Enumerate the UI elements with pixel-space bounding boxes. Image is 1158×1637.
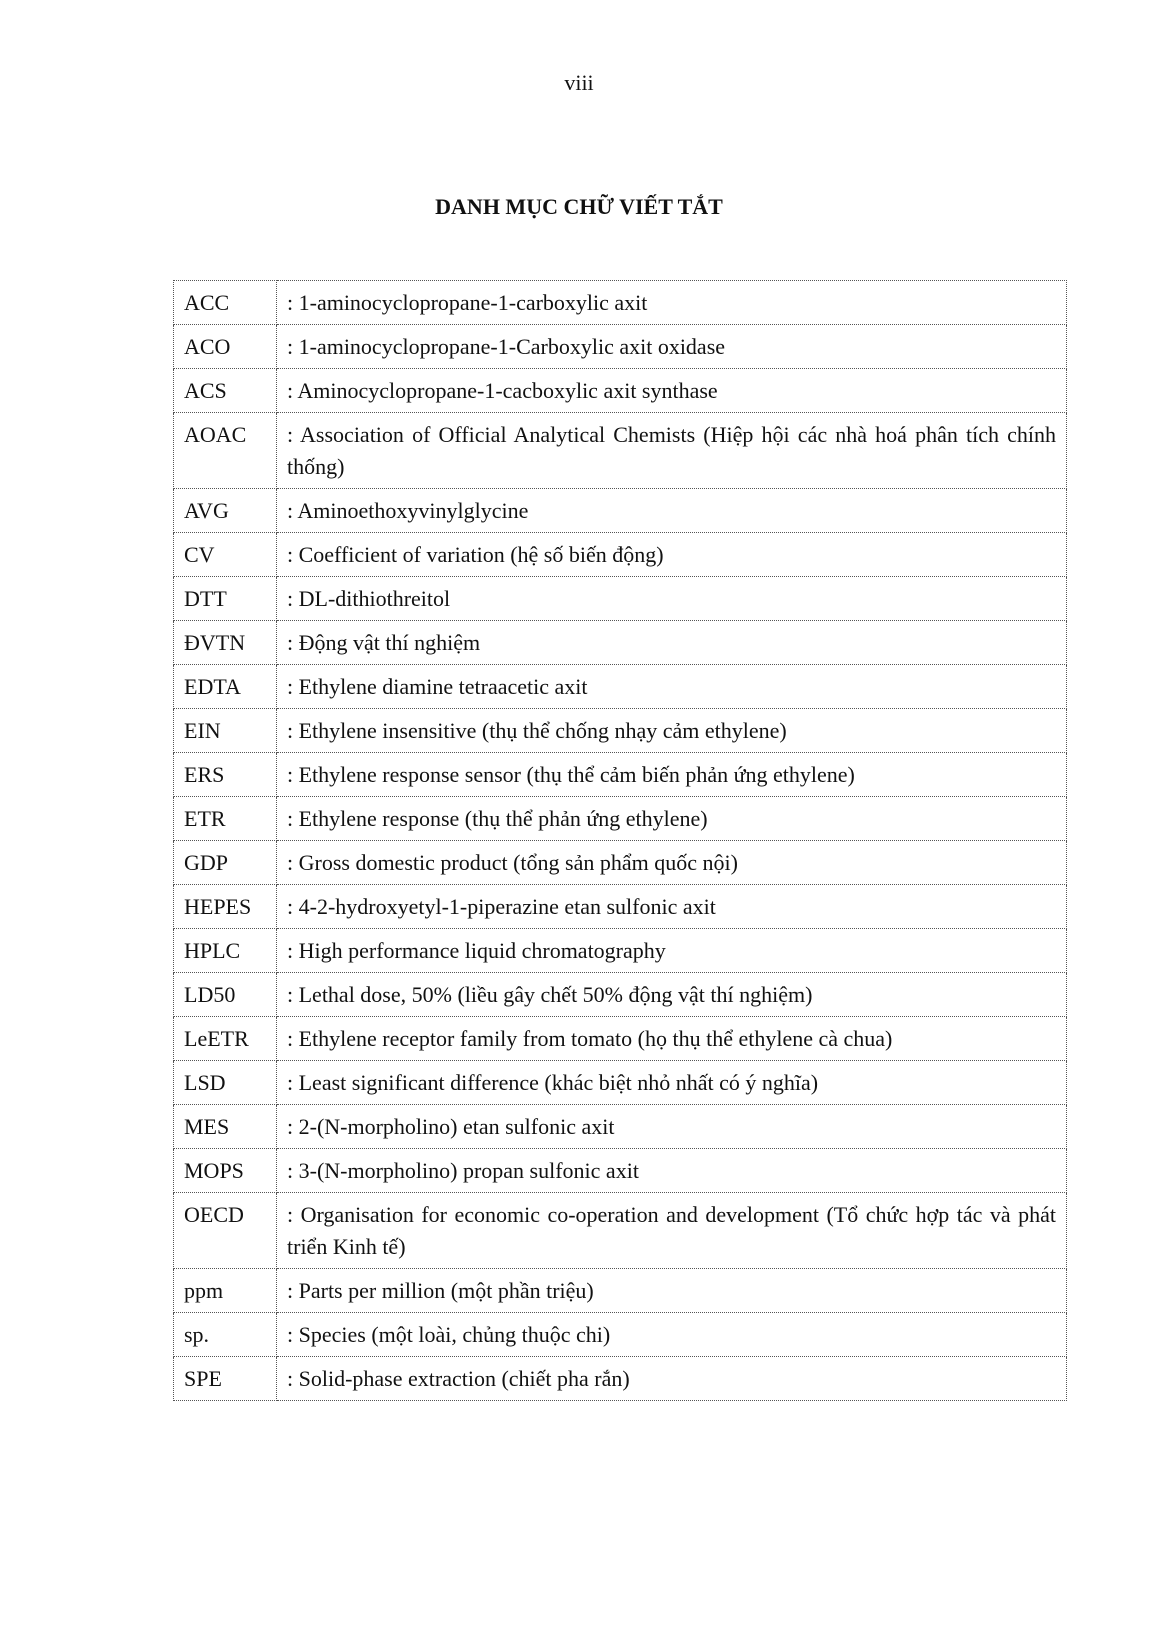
definition-cell: : Ethylene response sensor (thụ thể cảm biến phản ứng ethylene) (277, 753, 1067, 797)
table-row (174, 1105, 1067, 1149)
abbreviation-cell: LSD (174, 1061, 277, 1105)
definition-cell: : Ethylene diamine tetraacetic axit (277, 665, 1067, 709)
abbreviation-table (173, 280, 1067, 1401)
table-row (174, 281, 1067, 325)
definition-cell: : Gross domestic product (tổng sản phẩm quốc nội) (277, 841, 1067, 885)
definition-cell: : Ethylene receptor family from tomato (họ thụ thể ethylene cà chua) (277, 1017, 1067, 1061)
table-row (174, 533, 1067, 577)
table-row (174, 621, 1067, 665)
definition-cell: : Ethylene insensitive (thụ thể chống nhạy cảm ethylene) (277, 709, 1067, 753)
abbreviation-cell: HEPES (174, 885, 277, 929)
abbreviation-cell: EDTA (174, 665, 277, 709)
table-row (174, 885, 1067, 929)
abbreviation-cell: SPE (174, 1357, 277, 1401)
definition-cell: : Ethylene response (thụ thể phản ứng ethylene) (277, 797, 1067, 841)
abbreviation-cell: OECD (174, 1193, 277, 1269)
definition-cell: : Aminocyclopropane-1-cacboxylic axit synthase (277, 369, 1067, 413)
definition-cell: : Organisation for economic co-operation and development (Tổ chức hợp tác và phát triển Kinh tế) (277, 1193, 1067, 1269)
table-row (174, 973, 1067, 1017)
abbreviation-cell: LeETR (174, 1017, 277, 1061)
abbreviation-cell: ACO (174, 325, 277, 369)
table-row (174, 841, 1067, 885)
abbreviation-cell: AOAC (174, 413, 277, 489)
table-row (174, 1193, 1067, 1269)
abbreviation-cell: ACC (174, 281, 277, 325)
abbreviation-cell: ACS (174, 369, 277, 413)
table-row (174, 1269, 1067, 1313)
table-row (174, 577, 1067, 621)
page-title: DANH MỤC CHỮ VIẾT TẮT (435, 194, 723, 219)
abbreviation-cell: MOPS (174, 1149, 277, 1193)
abbreviation-cell: AVG (174, 489, 277, 533)
table-row (174, 1149, 1067, 1193)
table-row (174, 665, 1067, 709)
definition-cell: : Species (một loài, chủng thuộc chi) (277, 1313, 1067, 1357)
abbreviation-cell: GDP (174, 841, 277, 885)
definition-cell: : Association of Official Analytical Chemists (Hiệp hội các nhà hoá phân tích chính thống) (277, 413, 1067, 489)
definition-cell: : 3-(N-morpholino) propan sulfonic axit (277, 1149, 1067, 1193)
definition-cell: : 2-(N-morpholino) etan sulfonic axit (277, 1105, 1067, 1149)
definition-cell: : 1-aminocyclopropane-1-carboxylic axit (277, 281, 1067, 325)
abbreviation-cell: sp. (174, 1313, 277, 1357)
definition-cell: : Lethal dose, 50% (liều gây chết 50% động vật thí nghiệm) (277, 973, 1067, 1017)
table-row (174, 1061, 1067, 1105)
table-row (174, 797, 1067, 841)
table-row (174, 753, 1067, 797)
abbreviation-cell: ERS (174, 753, 277, 797)
abbreviation-cell: EIN (174, 709, 277, 753)
definition-cell: : Aminoethoxyvinylglycine (277, 489, 1067, 533)
table-row (174, 369, 1067, 413)
definition-cell: : 1-aminocyclopropane-1-Carboxylic axit oxidase (277, 325, 1067, 369)
definition-cell: : High performance liquid chromatography (277, 929, 1067, 973)
abbreviation-cell: CV (174, 533, 277, 577)
table-row (174, 325, 1067, 369)
definition-cell: : DL-dithiothreitol (277, 577, 1067, 621)
abbreviation-cell: HPLC (174, 929, 277, 973)
table-row (174, 709, 1067, 753)
abbreviation-cell: MES (174, 1105, 277, 1149)
abbreviation-cell: ĐVTN (174, 621, 277, 665)
abbreviation-cell: LD50 (174, 973, 277, 1017)
definition-cell: : Coefficient of variation (hệ số biến động) (277, 533, 1067, 577)
definition-cell: : Least significant difference (khác biệt nhỏ nhất có ý nghĩa) (277, 1061, 1067, 1105)
definition-cell: : 4-2-hydroxyetyl-1-piperazine etan sulfonic axit (277, 885, 1067, 929)
abbreviation-cell: ppm (174, 1269, 277, 1313)
page-number: viii (564, 70, 594, 95)
table-row (174, 1357, 1067, 1401)
table-row (174, 1017, 1067, 1061)
abbreviation-table-body (174, 281, 1067, 1401)
abbreviation-cell: DTT (174, 577, 277, 621)
definition-cell: : Parts per million (một phần triệu) (277, 1269, 1067, 1313)
definition-cell: : Solid-phase extraction (chiết pha rắn) (277, 1357, 1067, 1401)
table-row (174, 1313, 1067, 1357)
table-row (174, 929, 1067, 973)
table-row (174, 489, 1067, 533)
abbreviation-cell: ETR (174, 797, 277, 841)
definition-cell: : Động vật thí nghiệm (277, 621, 1067, 665)
table-row (174, 413, 1067, 489)
